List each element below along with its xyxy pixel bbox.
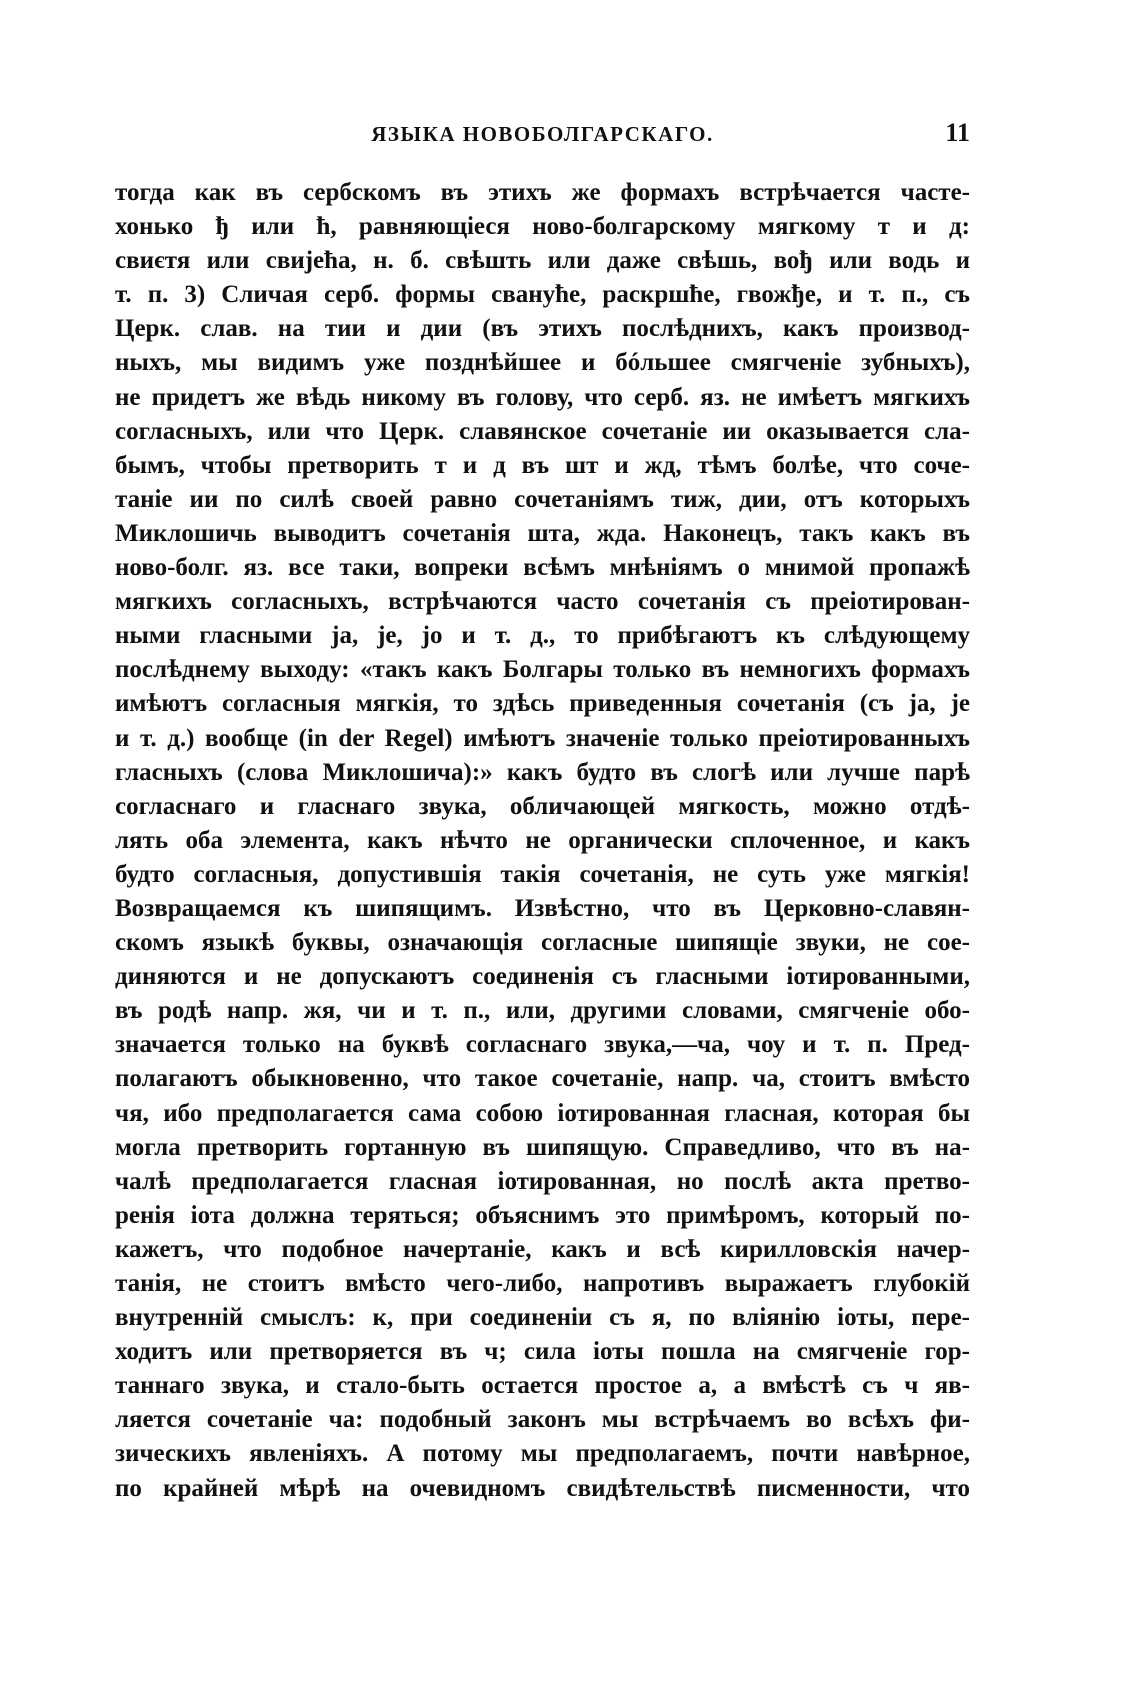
text-line: внутренній смыслъ: к, при соединеніи съ я, по вліянію іоты, пере-	[115, 1304, 970, 1332]
text-line: таніе ии по силѣ своей равно сочетаніямъ тиж, дии, отъ которыхъ	[115, 485, 970, 513]
text-line: въ родѣ напр. жя, чи и т. п., или, другими словами, смягченіе обо-	[115, 997, 970, 1025]
text-line: скомъ языкѣ буквы, означающія согласные шипящіе звуки, не сое-	[115, 929, 970, 957]
text-line: гласныхъ (слова Миклошича):» какъ будто въ слогѣ или лучше парѣ	[115, 758, 970, 786]
text-line: ново-болг. яз. все таки, вопреки всѣмъ мнѣніямъ о мнимой пропажѣ	[115, 554, 970, 582]
text-line: таннаго звука, и стало-быть остается простое а, а вмѣстѣ съ ч яв-	[115, 1372, 970, 1400]
text-line: и т. д.) вообще (in der Regel) имѣютъ значеніе только преіотированныхъ	[115, 724, 970, 752]
text-line: кажетъ, что подобное начертаніе, какъ и всѣ кирилловскія начер-	[115, 1235, 970, 1263]
page-number: 11	[945, 118, 970, 147]
text-line: значается только на буквѣ согласнаго звука,—ча, чоу и т. п. Пред-	[115, 1031, 970, 1059]
text-line: мягкихъ согласныхъ, встрѣчаются часто сочетанія съ преіотирован-	[115, 588, 970, 616]
text-line: т. п. 3) Сличая серб. формы сванућe, раскршħe, гвожђе, и т. п., съ	[115, 281, 970, 309]
text-line: чя, ибо предполагается сама собою іотированная гласная, которая бы	[115, 1099, 970, 1127]
text-line: послѣднему выходу: «такъ какъ Болгары только въ немногихъ формахъ	[115, 656, 970, 684]
text-line: будто согласныя, допустившія такія сочетанія, не суть уже мягкія!	[115, 860, 970, 888]
text-line: Церк. слав. на тии и дии (въ этихъ послѣднихъ, какъ производ-	[115, 315, 970, 343]
text-line: чалѣ предполагается гласная іотированная, но послѣ акта претво-	[115, 1167, 970, 1195]
text-line: согласныхъ, или что Церк. славянское сочетаніе ии оказывается сла-	[115, 417, 970, 445]
text-line: танія, не стоитъ вмѣсто чего-либо, напротивъ выражаетъ глубокій	[115, 1270, 970, 1297]
text-line: Возвращаемся къ шипящимъ. Извѣстно, что въ Церковно-славян-	[115, 894, 970, 922]
text-line: диняются и не допускаютъ соединенія съ гласными іотированными,	[115, 963, 970, 991]
body-text	[115, 176, 970, 1506]
text-line: ляется сочетаніе ча: подобный законъ мы встрѣчаемъ во всѣхъ фи-	[115, 1406, 970, 1434]
text-line: лять оба элемента, какъ нѣчто не органически сплоченное, и какъ	[115, 826, 970, 854]
text-line: бымъ, чтобы претворить т и д въ шт и жд, тѣмъ болѣе, что соче-	[115, 451, 970, 479]
text-line: могла претворить гортанную въ шипящую. Справедливо, что въ на-	[115, 1133, 970, 1161]
text-line: по крайней мѣрѣ на очевидномъ свидѣтельствѣ писменности, что	[115, 1474, 970, 1502]
text-line: зическихъ явленіяхъ. А потому мы предполагаемъ, почти навѣрное,	[115, 1440, 970, 1468]
text-line: ными гласными ja, je, jo и т. д., то прибѣгаютъ къ слѣдующему	[115, 622, 970, 650]
text-line: Миклошичь выводитъ сочетанія шта, жда. Наконецъ, такъ какъ въ	[115, 519, 970, 547]
text-line: не придетъ же вѣдь никому въ голову, что серб. яз. не имѣетъ мягкихъ	[115, 383, 970, 411]
text-line: тогда как въ сербскомъ въ этихъ же формахъ встрѣчается часте-	[115, 179, 970, 206]
page-header	[115, 118, 970, 158]
text-line: ренія іота должна теряться; объяснимъ это примѣромъ, который по-	[115, 1201, 970, 1229]
text-line: ходитъ или претворяется въ ч; сила іоты пошла на смягченіе гор-	[115, 1338, 970, 1366]
text-line: хонько ђ или ћ, равняющіеся ново-болгарскому мягкому т и д:	[115, 213, 970, 241]
text-line: имѣютъ согласныя мягкія, то здѣсь приведенныя сочетанія (съ ja, je	[115, 690, 970, 718]
text-line: свиєтя или свиjеħа, н. б. свѣшть или даже свѣшь, вођ или водь и	[115, 247, 970, 275]
text-line: полагаютъ обыкновенно, что такое сочетаніе, напр. ча, стоитъ вмѣсто	[115, 1065, 970, 1093]
text-line: согласнаго и гласнаго звука, обличающей мягкость, можно отдѣ-	[115, 792, 970, 820]
text-line: ныхъ, мы видимъ уже позднѣйшее и бóльшее смягченіе зубныхъ),	[115, 349, 970, 377]
running-title: ЯЗЫКА НОВОБОЛГАРСКАГО.	[371, 122, 714, 146]
